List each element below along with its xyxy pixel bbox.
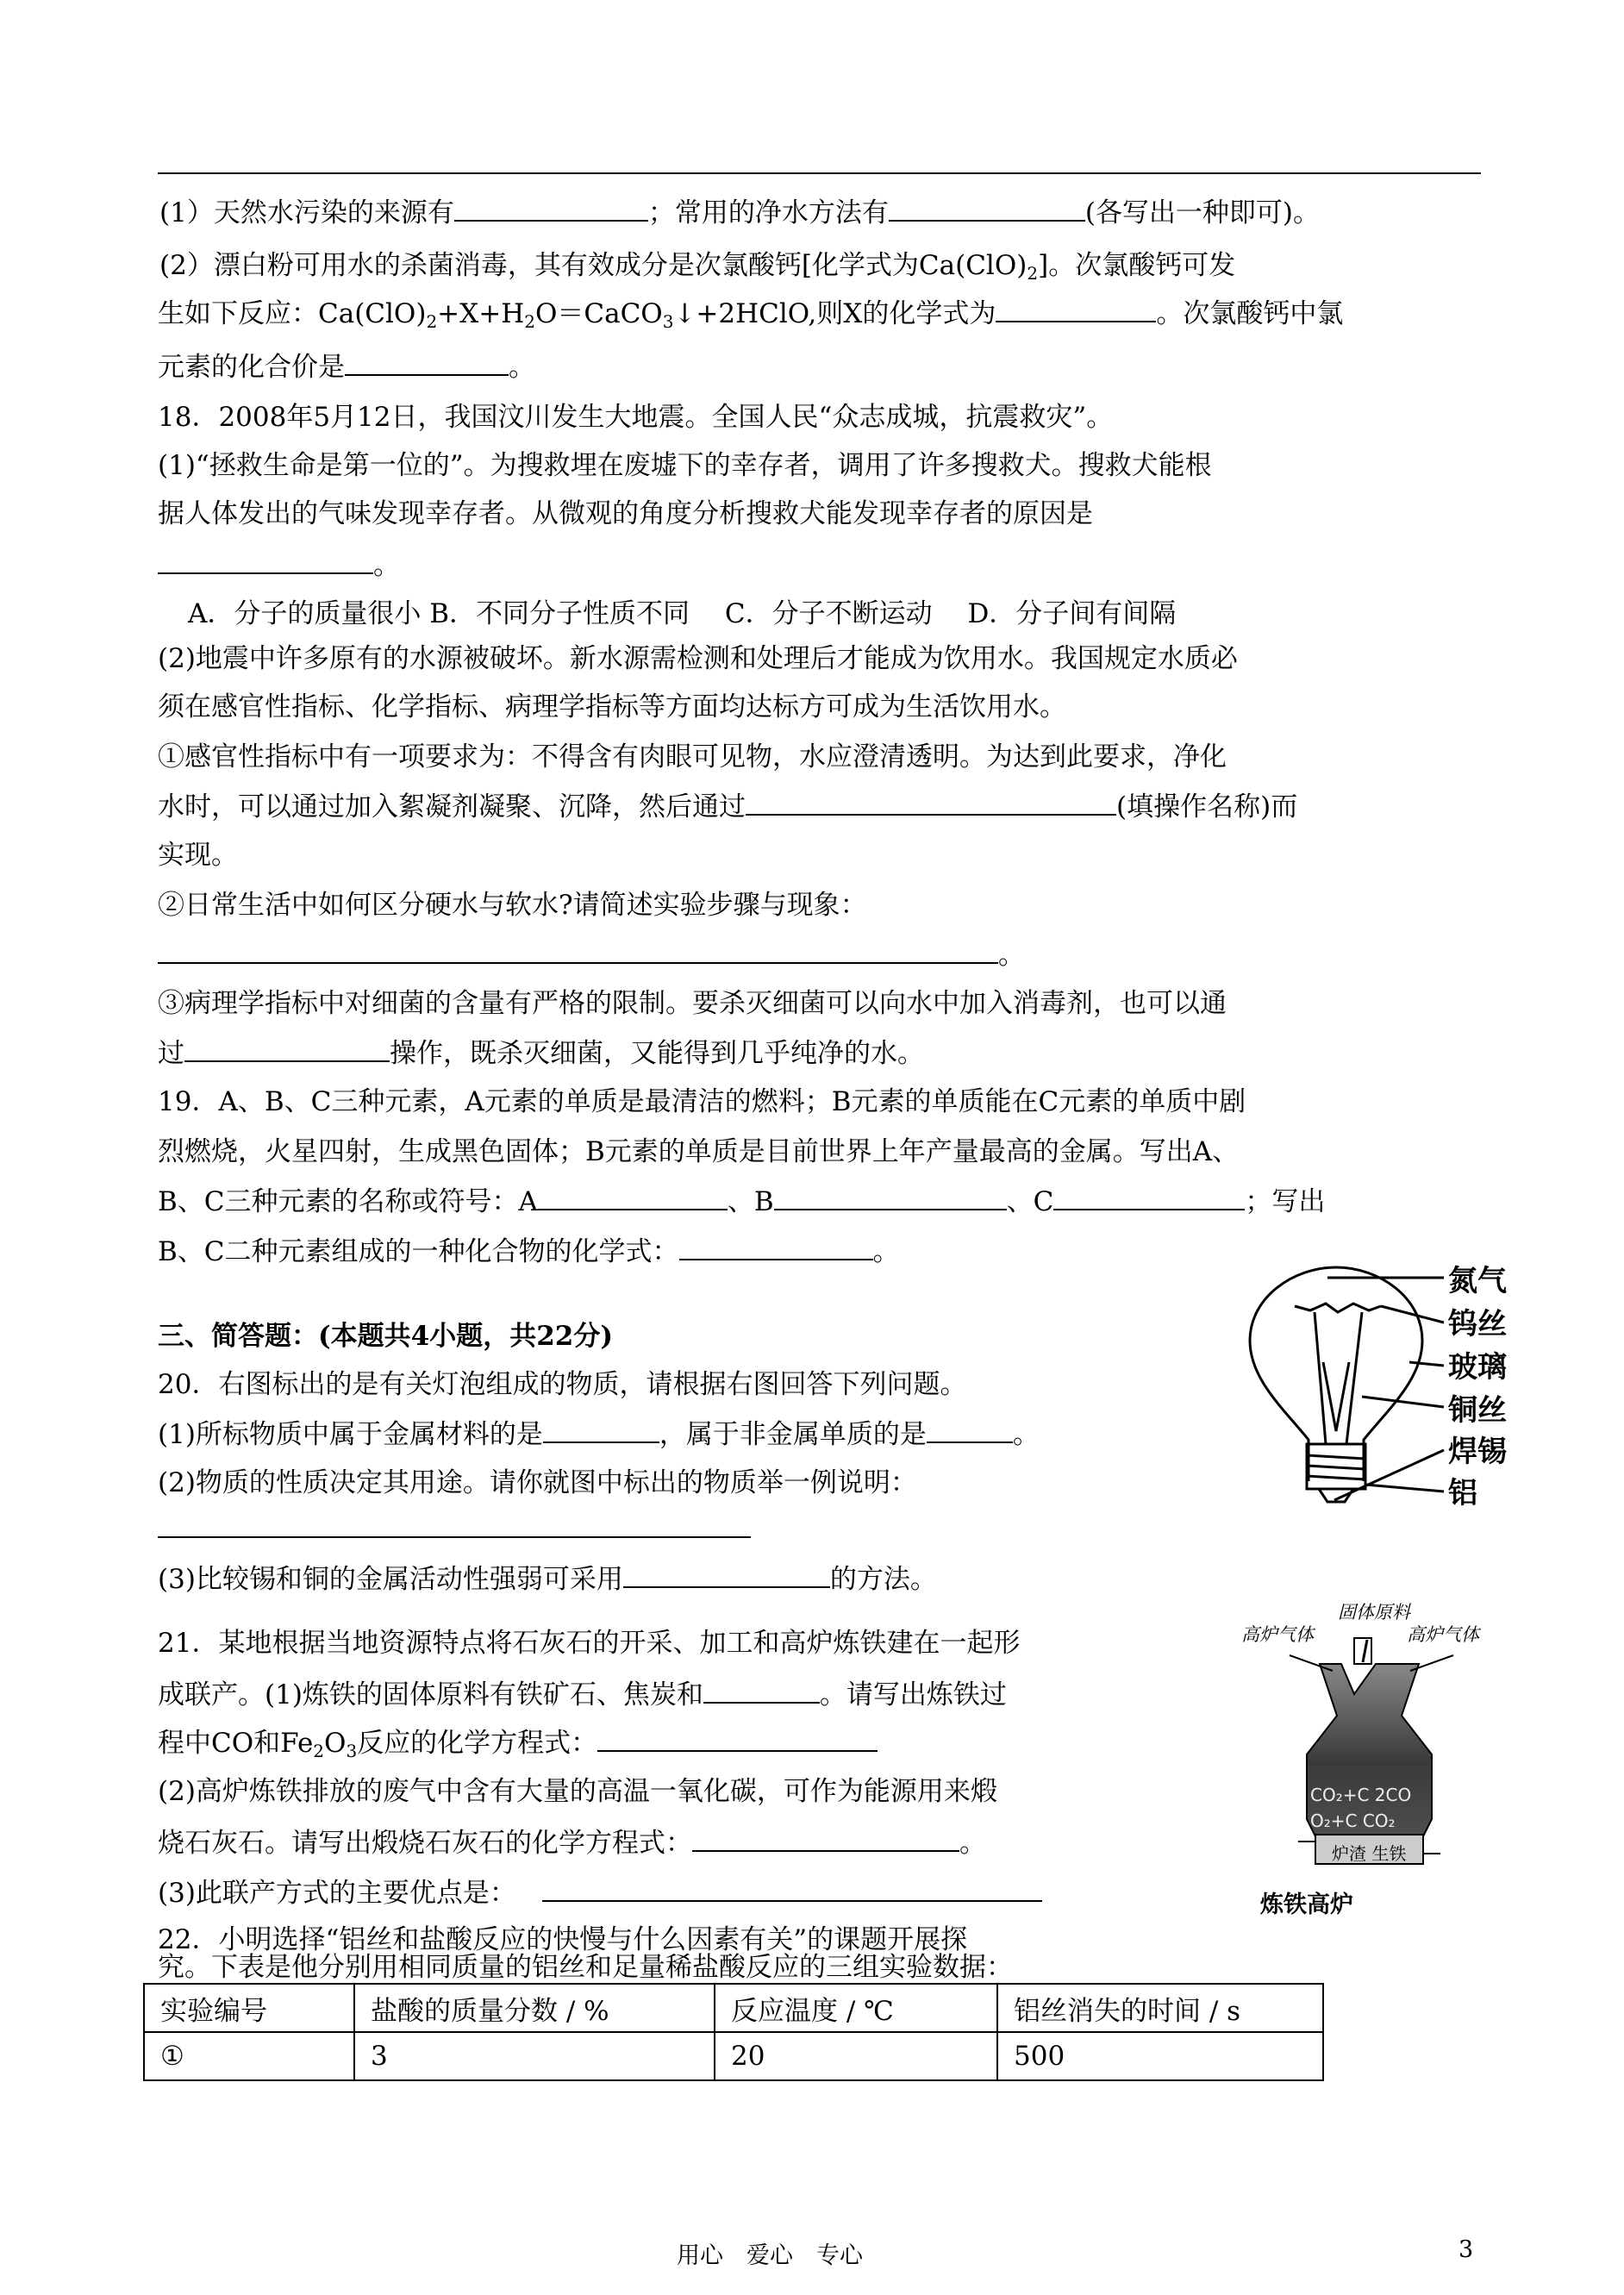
answer-blank[interactable] <box>623 1560 830 1588</box>
q17-part2-line3: 元素的化合价是 。 <box>158 348 535 383</box>
answer-blank[interactable] <box>597 1724 878 1752</box>
bulb-label-glass: 玻璃 <box>1448 1350 1507 1385</box>
table-row <box>144 2032 1323 2080</box>
q17-part1: (1）天然水污染的来源有 ；常用的净水方法有 (各写出一种即可)。 <box>159 194 1320 228</box>
q20-part2: (2)物质的性质决定其用途。请你就图中标出的物质举一例说明： <box>158 1467 917 1498</box>
q19-line1: 19．A、B、C三种元素，A元素的单质是最清洁的燃料；B元素的单质能在C元素的单质中剧 <box>158 1086 1246 1117</box>
q18-options: A．分子的质量很小 B．不同分子性质不同 C．分子不断运动 D．分子间有间隔 <box>188 598 1177 629</box>
q18-part1-line3: 。 <box>158 547 400 581</box>
q22-line1: 22．小明选择“铝丝和盐酸反应的快慢与什么因素有关”的课题开展探 <box>158 1924 968 1955</box>
answer-blank[interactable] <box>454 194 648 222</box>
q17-part2-line2: 生如下反应：$Ca(ClO)_2+X+H_2O=CaCO_3↓+2HClO$,则X的化学式为 。次氯酸钙中氯 <box>158 295 1343 329</box>
q22-line2: 究。下表是他分别用相同质量的铝丝和足量稀盐酸反应的三组实验数据： <box>158 1952 1013 1983</box>
q19-line4: B、C二种元素组成的一种化合物的化学式： 。 <box>158 1233 900 1267</box>
answer-blank[interactable] <box>1053 1183 1245 1210</box>
table-header-cell: 反应温度 / ℃ <box>715 1984 997 2032</box>
page-number: 3 <box>1458 2236 1474 2263</box>
table-cell: 20 <box>715 2032 997 2080</box>
q20-part3: (3)比较锡和铜的金属活动性强弱可采用 的方法。 <box>158 1560 937 1595</box>
answer-blank[interactable] <box>158 936 998 964</box>
q21-line2: 成联产。(1)炼铁的固体原料有铁矿石、焦炭和 。请写出炼铁过 <box>158 1676 1007 1710</box>
bulb-label-nitrogen: 氮气 <box>1448 1264 1507 1298</box>
q18-part1-line1: (1)“拯救生命是第一位的”。为搜救埋在废墟下的幸存者，调用了许多搜救犬。搜救犬能根 <box>158 450 1212 481</box>
q17-part2-line1: (2）漂白粉可用水的杀菌消毒，其有效成分是次氯酸钙[化学式为$Ca(ClO)_2$]。次氯酸钙可发 <box>159 250 1236 284</box>
bulb-label-tungsten: 钨丝 <box>1448 1307 1507 1341</box>
copper-wire-right <box>1346 1312 1362 1444</box>
answer-line[interactable] <box>158 1536 751 1538</box>
answer-blank[interactable] <box>692 1824 959 1852</box>
bulb-label-solder: 焊锡 <box>1448 1435 1507 1469</box>
table-header-row <box>144 1984 1323 2032</box>
furnace-label-reaction-2: O₂+C CO₂ <box>1310 1810 1396 1831</box>
q18-title: 18．2008年5月12日，我国汶川发生大地震。全国人民“众志成城，抗震救灾”。 <box>158 402 1114 433</box>
answer-blank[interactable] <box>542 1874 1042 1902</box>
table-cell: 500 <box>997 2032 1323 2080</box>
q20-part1: (1)所标物质中属于金属材料的是 ，属于非金属单质的是 。 <box>158 1416 1040 1450</box>
q18-sub2-line1: ②日常生活中如何区分硬水与软水?请简述实验步骤与现象： <box>158 890 867 921</box>
furnace-label-gas-left: 高炉气体 <box>1241 1624 1314 1645</box>
tungsten-filament <box>1295 1304 1381 1312</box>
q20-title: 20．右图标出的是有关灯泡组成的物质，请根据右图回答下列问题。 <box>158 1369 967 1400</box>
q19-line3: B、C三种元素的名称或符号：A 、B 、C ；写出 <box>158 1183 1325 1217</box>
bulb-glass-outline <box>1250 1267 1422 1481</box>
experiment-table <box>143 1983 1324 2081</box>
q18-sub2-line2: 。 <box>158 936 1025 971</box>
answer-blank[interactable] <box>679 1233 873 1260</box>
copper-wire-left <box>1315 1312 1326 1444</box>
answer-blank[interactable] <box>996 295 1156 322</box>
furnace-caption: 炼铁高炉 <box>1260 1892 1353 1918</box>
table-header-cell: 盐酸的质量分数 / % <box>354 1984 715 2032</box>
table-header-cell: 铝丝消失的时间 / s <box>997 1984 1323 2032</box>
furnace-label-reaction-1: CO₂+C 2CO <box>1310 1785 1412 1805</box>
furnace-label-slag-iron: 炉渣 生铁 <box>1332 1843 1407 1864</box>
answer-blank[interactable] <box>746 788 1116 816</box>
bulb-label-aluminum: 铝 <box>1448 1476 1477 1510</box>
answer-blank[interactable] <box>889 194 1085 222</box>
q21-line6: (3)此联产方式的主要优点是： <box>158 1874 1042 1909</box>
q21-line3: 程中CO和$Fe_2O_3$反应的化学方程式： <box>158 1724 878 1759</box>
furnace-label-raw-material: 固体原料 <box>1338 1602 1410 1623</box>
answer-blank[interactable] <box>184 1035 390 1062</box>
footer-motto: 用心 爱心 专心 <box>677 2242 863 2269</box>
table-cell: 3 <box>354 2032 715 2080</box>
q18-sub1-line1: ①感官性指标中有一项要求为：不得含有肉眼可见物，水应澄清透明。为达到此要求，净化 <box>158 741 1227 772</box>
answer-blank[interactable] <box>927 1416 1013 1443</box>
answer-blank[interactable] <box>543 1416 659 1443</box>
q18-part2-line1: (2)地震中许多原有的水源被破坏。新水源需检测和处理后才能成为饮用水。我国规定水质必 <box>158 643 1238 674</box>
q18-sub3-line1: ③病理学指标中对细菌的含量有严格的限制。要杀灭细菌可以向水中加入消毒剂，也可以通 <box>158 988 1227 1019</box>
q21-line5: 烧石灰石。请写出煅烧石灰石的化学方程式： 。 <box>158 1824 986 1859</box>
q18-sub1-line3: 实现。 <box>158 840 238 871</box>
q18-part1-line2: 据人体发出的气味发现幸存者。从微观的角度分析搜救犬能发现幸存者的原因是 <box>158 498 1093 529</box>
q21-line1: 21．某地根据当地资源特点将石灰石的开采、加工和高炉炼铁建在一起形 <box>158 1628 1021 1659</box>
answer-blank[interactable] <box>158 547 373 574</box>
answer-blank[interactable] <box>774 1183 1007 1210</box>
q18-sub1-line2: 水时，可以通过加入絮凝剂凝聚、沉降，然后通过 (填操作名称)而 <box>158 788 1297 822</box>
answer-blank[interactable] <box>345 348 509 376</box>
bulb-label-copper: 铜丝 <box>1448 1393 1507 1428</box>
q21-line4: (2)高炉炼铁排放的废气中含有大量的高温一氧化碳，可作为能源用来煅 <box>158 1776 997 1807</box>
q18-sub3-line2: 过 操作，既杀灭细菌，又能得到几乎纯净的水。 <box>158 1035 924 1069</box>
answer-blank[interactable] <box>703 1676 820 1704</box>
furnace-label-gas-right: 高炉气体 <box>1407 1624 1479 1645</box>
table-header-cell: 实验编号 <box>144 1984 354 2032</box>
table-cell: ① <box>144 2032 354 2080</box>
q18-part2-line2: 须在感官性指标、化学指标、病理学指标等方面均达标方可成为生活饮用水。 <box>158 691 1066 722</box>
answer-blank[interactable] <box>538 1183 728 1210</box>
q19-line2: 烈燃烧，火星四射，生成黑色固体；B元素的单质是目前世界上年产量最高的金属。写出A、 <box>158 1136 1240 1167</box>
header-rule <box>158 172 1481 174</box>
section-heading: 三、简答题：(本题共4小题，共22分) <box>158 1321 614 1352</box>
